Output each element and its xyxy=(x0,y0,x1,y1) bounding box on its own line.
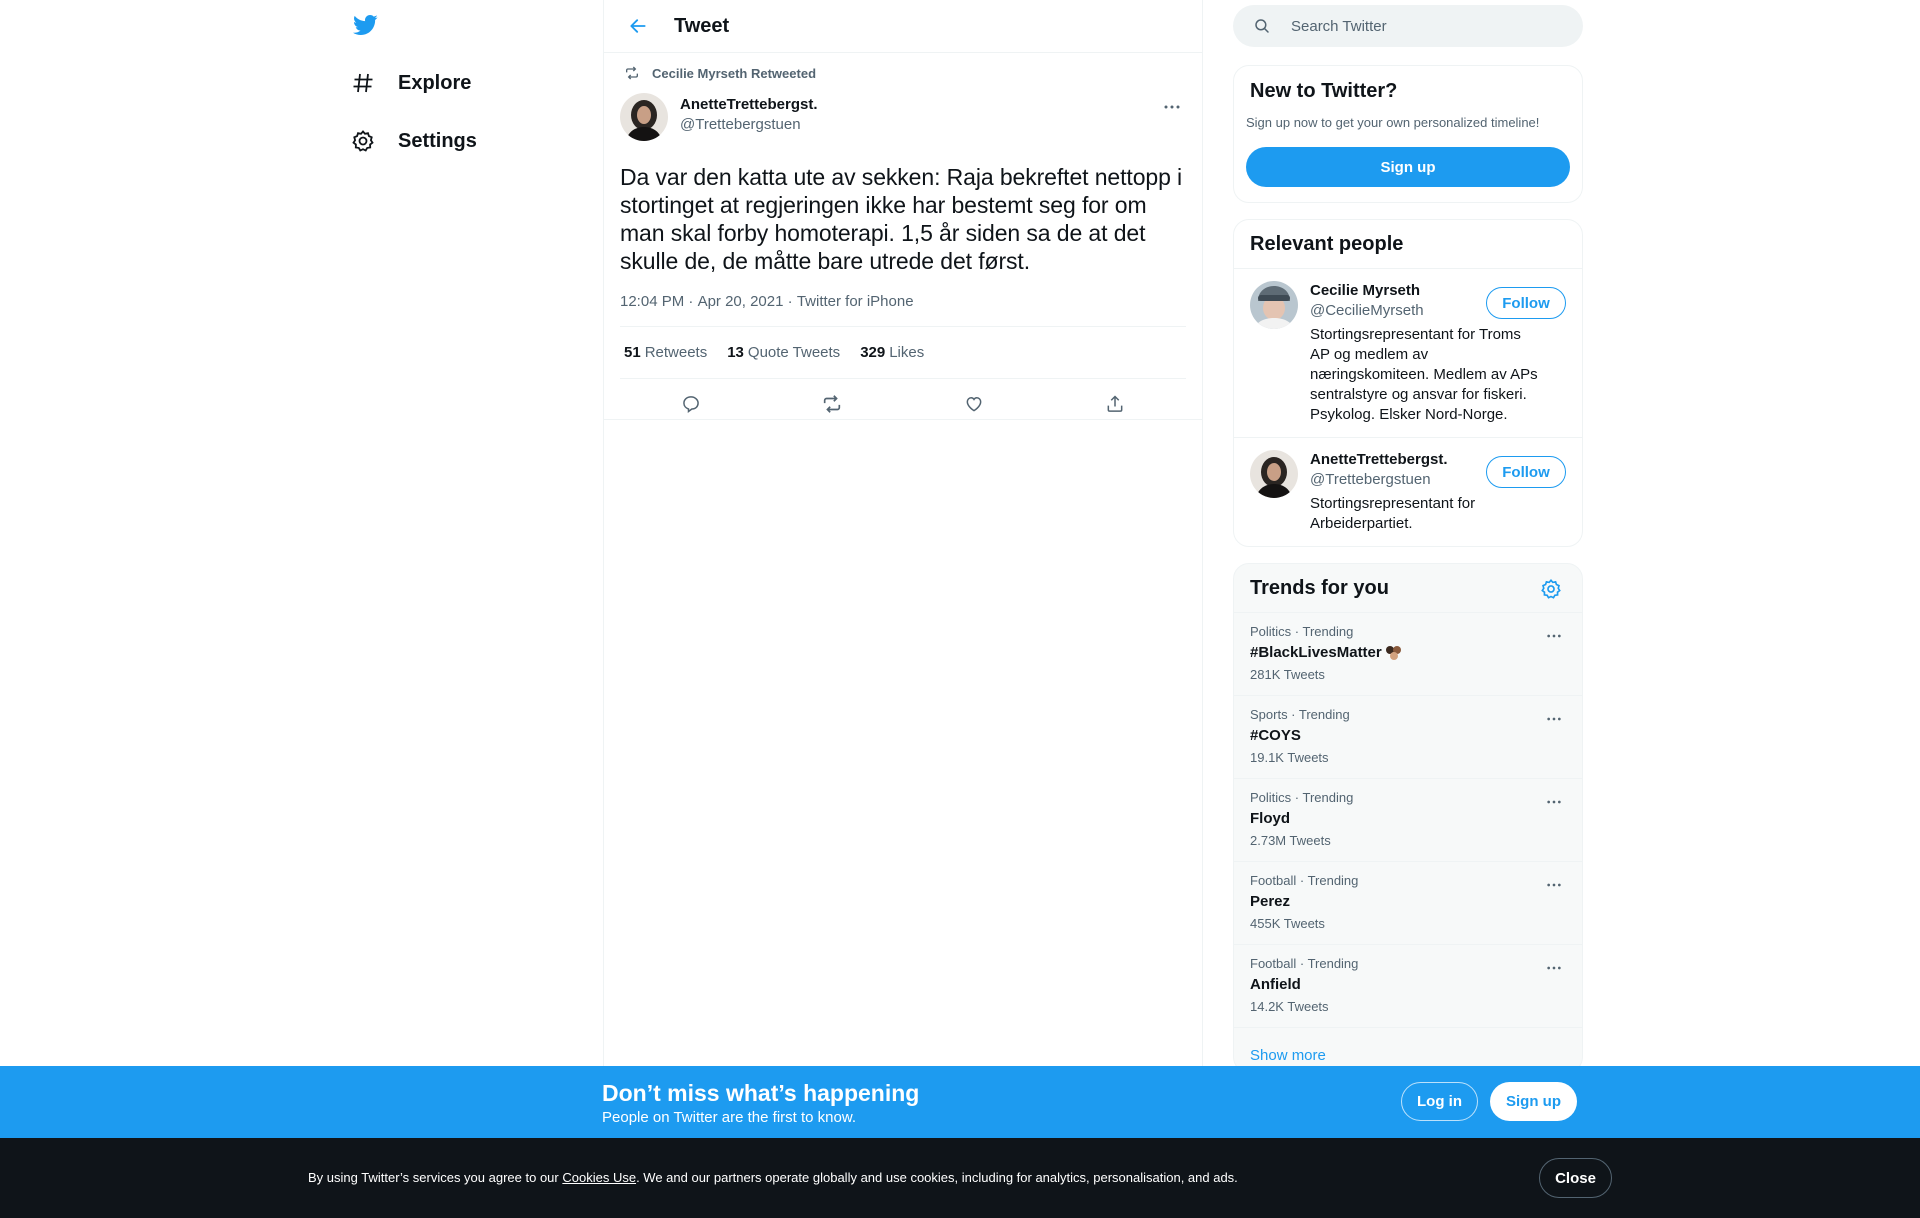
nav-item-settings[interactable] xyxy=(350,121,477,161)
trend-item[interactable] xyxy=(1234,779,1582,862)
more-dots-icon xyxy=(1546,799,1562,805)
log-in-button[interactable]: Log in xyxy=(1401,1082,1478,1121)
banner-headline: Don’t miss what’s happening xyxy=(602,1080,920,1106)
like-button[interactable] xyxy=(957,387,991,421)
close-button[interactable]: Close xyxy=(1539,1158,1612,1198)
more-dots-icon xyxy=(1163,104,1181,110)
share-button[interactable] xyxy=(1098,387,1132,421)
retweeted-by-text[interactable]: Cecilie Myrseth Retweeted xyxy=(652,65,817,81)
trend-more-button[interactable] xyxy=(1542,627,1566,645)
person-item[interactable] xyxy=(1234,269,1582,438)
trend-category: Politics · Trending xyxy=(1250,790,1354,805)
signup-banner xyxy=(0,1066,1920,1138)
nav-item-explore[interactable] xyxy=(350,63,471,103)
tweet-date[interactable]: Apr 20, 2021 xyxy=(697,293,784,310)
trend-item[interactable] xyxy=(1234,613,1582,696)
retweet-icon xyxy=(821,393,843,415)
trend-name-text: #BlackLivesMatter xyxy=(1250,644,1382,661)
card-title: Trends for you xyxy=(1250,577,1389,599)
trend-category: Football · Trending xyxy=(1250,956,1359,971)
trend-more-button[interactable] xyxy=(1542,710,1566,728)
card-header xyxy=(1234,220,1582,269)
meta-separator: · xyxy=(684,293,698,310)
nav-item-label: Explore xyxy=(398,71,472,94)
relevant-people-card xyxy=(1233,219,1583,547)
retweets-label: Retweets xyxy=(644,344,708,361)
person-handle[interactable]: @Trettebergstuen xyxy=(1310,471,1431,488)
avatar[interactable] xyxy=(1250,450,1298,498)
sign-up-button[interactable]: Sign up xyxy=(1490,1082,1577,1121)
trend-count: 19.1K Tweets xyxy=(1250,750,1329,765)
likes-label: Likes xyxy=(889,344,925,361)
tweet-source[interactable]: Twitter for iPhone xyxy=(796,293,914,310)
back-arrow-icon xyxy=(628,16,648,36)
main-column xyxy=(603,0,1203,1218)
trend-count: 281K Tweets xyxy=(1250,667,1325,682)
reply-button[interactable] xyxy=(674,387,708,421)
trend-more-button[interactable] xyxy=(1542,959,1566,977)
person-handle[interactable]: @CecilieMyrseth xyxy=(1310,302,1424,319)
card-header xyxy=(1234,564,1582,613)
main-header xyxy=(604,0,1202,53)
show-more-link[interactable]: Show more xyxy=(1250,1047,1326,1064)
raised-fists-emoji-icon xyxy=(1384,643,1404,663)
card-title: Relevant people xyxy=(1250,233,1404,255)
search-bar[interactable] xyxy=(1233,5,1583,47)
tweet-time[interactable]: 12:04 PM xyxy=(620,293,685,310)
more-dots-icon xyxy=(1546,716,1562,722)
hashtag-icon xyxy=(350,70,376,96)
cookie-text xyxy=(308,1170,1238,1185)
banner-subtitle: People on Twitter are the first to know. xyxy=(602,1109,857,1126)
author-name[interactable]: AnetteTrettebergst. xyxy=(680,96,818,113)
cookies-use-link[interactable]: Cookies Use xyxy=(562,1170,637,1185)
trend-count: 14.2K Tweets xyxy=(1250,999,1329,1014)
trend-name xyxy=(1250,642,1566,664)
tweet-actions xyxy=(620,379,1186,428)
avatar[interactable] xyxy=(1250,281,1298,329)
search-icon xyxy=(1253,17,1273,35)
trend-item[interactable] xyxy=(1234,862,1582,945)
tweet-author xyxy=(620,93,1186,151)
person-name[interactable]: AnetteTrettebergst. xyxy=(1310,451,1448,468)
follow-button[interactable]: Follow xyxy=(1486,456,1566,488)
trend-item[interactable] xyxy=(1234,696,1582,779)
new-to-twitter-card xyxy=(1233,65,1583,203)
gear-icon xyxy=(350,128,376,154)
more-dots-icon xyxy=(1546,633,1562,639)
retweets-stat[interactable] xyxy=(624,344,707,361)
divider xyxy=(604,419,1202,420)
person-name[interactable]: Cecilie Myrseth xyxy=(1310,282,1421,299)
twitter-logo-icon[interactable] xyxy=(350,12,380,38)
cookie-banner xyxy=(0,1138,1920,1218)
likes-count: 329 xyxy=(860,344,886,361)
heart-icon xyxy=(964,394,984,414)
meta-separator: · xyxy=(783,293,797,310)
cookie-text-suffix: . We and our partners operate globally and use cookies, including for analytics, personalisation, and ads. xyxy=(636,1170,1238,1185)
person-item[interactable] xyxy=(1234,438,1582,546)
person-bio: Stortingsrepresentant for Troms AP og medlem av næringskomiteen. Medlem av APs sentralstyre og ansvar for fiskeri. Psykolog. Elsker Nord-Norge. xyxy=(1310,326,1538,423)
trend-name: Perez xyxy=(1250,893,1291,910)
avatar[interactable] xyxy=(620,93,668,141)
more-dots-icon xyxy=(1546,965,1562,971)
card-subtitle: Sign up now to get your own personalized timeline! xyxy=(1246,115,1540,130)
retweet-context xyxy=(620,53,1186,93)
reply-icon xyxy=(681,394,701,414)
trend-name: Anfield xyxy=(1250,976,1301,993)
trend-category: Sports · Trending xyxy=(1250,707,1350,722)
tweet-stats xyxy=(620,327,1186,379)
trend-category: Football · Trending xyxy=(1250,873,1359,888)
trends-settings-gear-icon[interactable] xyxy=(1540,578,1562,600)
page-title: Tweet xyxy=(674,14,730,37)
search-input[interactable] xyxy=(1291,18,1561,35)
likes-stat[interactable] xyxy=(860,344,924,361)
nav-item-label: Settings xyxy=(398,129,477,152)
tweet-more-button[interactable] xyxy=(1160,97,1184,117)
trend-name: #COYS xyxy=(1250,727,1301,744)
retweet-button[interactable] xyxy=(815,387,849,421)
follow-button[interactable]: Follow xyxy=(1486,287,1566,319)
tweet-text: Da var den katta ute av sekken: Raja bekreftet nettopp i stortinget at regjeringen ikke har bestemt seg for om man skal forby homoterapi. 1,5 år siden sa de at det skulle de, de måtte bare utrede det først. xyxy=(620,164,1183,274)
trend-category: Politics · Trending xyxy=(1250,624,1354,639)
quotes-label: Quote Tweets xyxy=(747,344,841,361)
more-dots-icon xyxy=(1546,882,1562,888)
share-icon xyxy=(1105,394,1125,414)
trend-item[interactable] xyxy=(1234,945,1582,1028)
trend-more-button[interactable] xyxy=(1542,876,1566,894)
quotes-stat[interactable] xyxy=(727,344,840,361)
trends-card xyxy=(1233,563,1583,1073)
cookie-text-prefix: By using Twitter’s services you agree to our xyxy=(308,1170,563,1185)
author-names xyxy=(680,95,818,135)
retweets-count: 51 xyxy=(624,344,641,361)
person-bio: Stortingsrepresentant for Arbeiderpartiet. xyxy=(1310,495,1476,532)
trend-count: 455K Tweets xyxy=(1250,916,1325,931)
tweet xyxy=(604,53,1202,428)
tweet-meta xyxy=(620,293,1186,327)
card-title: New to Twitter? xyxy=(1250,80,1398,102)
trend-more-button[interactable] xyxy=(1542,793,1566,811)
trend-count: 2.73M Tweets xyxy=(1250,833,1331,848)
sign-up-button[interactable]: Sign up xyxy=(1246,147,1570,187)
retweet-small-icon xyxy=(620,65,640,81)
quotes-count: 13 xyxy=(727,344,744,361)
back-button[interactable] xyxy=(620,8,656,44)
author-handle[interactable]: @Trettebergstuen xyxy=(680,116,801,133)
trend-name: Floyd xyxy=(1250,810,1290,827)
